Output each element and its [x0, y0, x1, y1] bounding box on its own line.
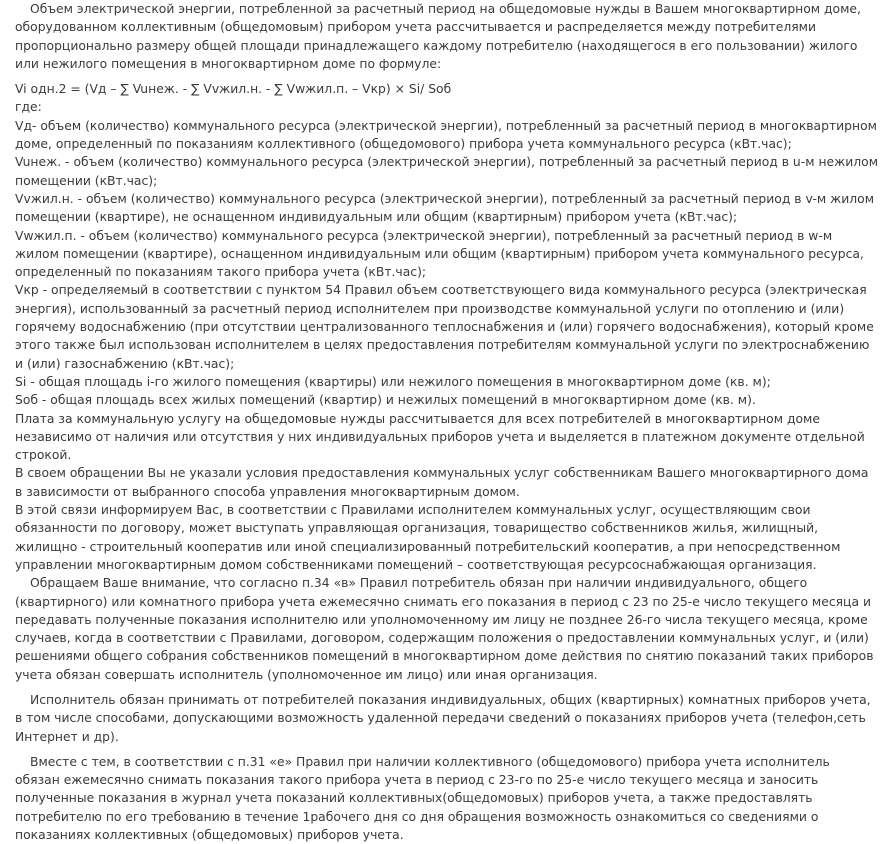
paragraph-payment: Плата за коммунальную услугу на общедомовые нужды рассчитывается для всех потребителей в многоквартирном доме независимо от наличия или отсутствия у них индивидуальных приборов учета и выделяется в платежном документе отдельной строкой.	[15, 411, 865, 463]
paragraph-executor-info: В этой связи информируем Вас, в соответствии с Правилами исполнителем коммунальных услуг, осуществляющим свои обязанности по договору, может выступать управляющая организация, товарищество собственников жилья, жилищный, жилищно - строительный кооператив или иной специализированный потребительский кооператив, а при непосредственном управлении многоквартирным домом собственниками помещений – соответствующая ресурсоснабжающая организация.	[15, 503, 841, 572]
definition-vu: Vuнеж. - объем (количество) коммунального ресурса (электрической энергии), потребленный за расчетный период в u-м нежилом помещении (кВт.час);	[15, 155, 879, 188]
paragraph-request: В своем обращении Вы не указали условия предоставления коммунальных услуг собственникам Вашего многоквартирного дома в зависимости от выбранного способа управления многоквартирным домом.	[15, 466, 869, 499]
definition-vd: Vд- объем (количество) коммунального ресурса (электрической энергии), потребленный за расчетный период в многоквартирном доме, определенный по показаниям коллективного (общедомового) прибора учета коммунального ресурса (кВт.час);	[15, 118, 877, 152]
paragraph-intro: Объем электрической энергии, потребленной за расчетный период на общедомовые нужды в Вашем многоквартирном доме, оборудованном коллективным (общедомовым) прибором учета рассчитывается и распределяется между потребителями пропорционально размеру общей площади принадлежащего каждому потребителю (находящегося в его пользовании) жилого или нежилого помещения в многоквартирном доме по формуле:	[15, 2, 861, 71]
paragraph-where: где:	[15, 100, 42, 115]
definition-vkr: Vкр - определяемый в соответствии с пунктом 54 Правил объем соответствующего вида коммунального ресурса (электрическая энергия), использованный за расчетный период исполнителем при производстве коммунальной услуги по отоплению и (или) горячему водоснабжению (при отсутствии централизованного теплоснабжения и (или) горячего водоснабжения), который кроме этого также был использован исполнителем в целях предоставления потребителям коммунальной услуги по электроснабжению и (или) газоснабжению (кВт.час);	[15, 283, 874, 371]
formula: Vi одн.2 = (Vд – ∑ Vuнеж. - ∑ Vvжил.н. - ∑ Vwжил.п. – Vкр) × Si/ Sоб	[15, 82, 452, 97]
definition-sob: Sоб - общая площадь всех жилых помещений (квартир) и нежилых помещений в многоквартирном доме (кв. м).	[15, 393, 756, 408]
paragraph-attention: Обращаем Ваше внимание, что согласно п.34 «в» Правил потребитель обязан при наличии индивидуального, общего (квартирного) или комнатного прибора учета ежемесячно снимать его показания в период с 23 по 25-е число текущего месяца и передавать полученные показания исполнителю или уполномоченному им лицу не позднее 26-го числа текущего месяца, кроме случаев, когда в соответствии с Правилами, договором, содержащим положения о предоставлении коммунальных услуг, и (или) решениями общего собрания собственников помещений в многоквартирном доме действия по снятию показаний таких приборов учета обязан совершать исполнитель (уполномоченное им лицо) или иная организация.	[15, 576, 874, 682]
definition-vv: Vvжил.н. - объем (количество) коммунального ресурса (электрической энергии), потребленный за расчетный период в v-м жилом помещении (квартире), не оснащенном индивидуальным или общим (квартирным) прибором учета (кВт.час);	[15, 191, 875, 225]
definition-vw: Vwжил.п. - объем (количество) коммунального ресурса (электрической энергии), потребленный за расчетный период в w-м жилом помещении (квартире), оснащенном индивидуальным или общим (квартирным) прибором учета коммунального ресурса, определенный по показаниям такого прибора учета (кВт.час);	[15, 228, 864, 280]
definition-si: Si - общая площадь i-го жилого помещения (квартиры) или нежилого помещения в многоквартирном доме (кв. м);	[15, 374, 771, 389]
paragraph-executor-duty: Исполнитель обязан принимать от потребителей показания индивидуальных, общих (квартирных) комнатных приборов учета, в том числе способами, допускающими возможность удаленной передачи сведений о показаниях приборов учета (телефон,сеть Интернет и др).	[15, 692, 871, 744]
paragraph-collective-meter: Вместе с тем, в соответствии с п.31 «е» Правил при наличии коллективного (общедомового) прибора учета исполнитель обязан ежемесячно снимать показания такого прибора учета в период с 23-го по 25-е число текущего месяца и заносить полученные показания в журнал учета показаний коллективных(общедомовых) приборов учета, а также предоставлять потребителю по его требованию в течение 1рабочего дня со дня обращения возможность ознакомиться со сведениями о показаниях коллективных (общедомовых) приборов учета.	[15, 754, 830, 843]
